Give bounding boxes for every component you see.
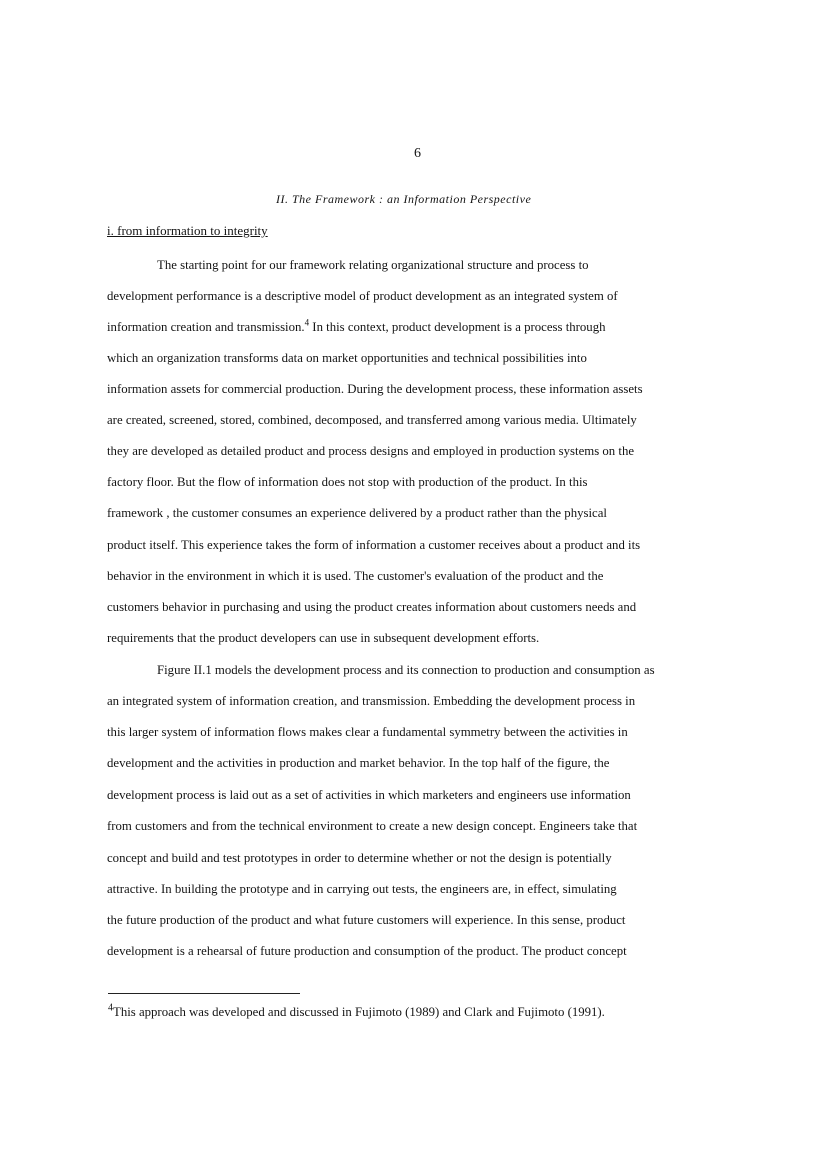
text-line: concept and build and test prototypes in order to determine whether or not the design is potentially [107, 851, 612, 865]
text-segment: In this context, product development is a process through [309, 320, 606, 334]
text-segment: information creation and transmission. [107, 320, 305, 334]
text-line: information assets for commercial production. During the development process, these information assets [107, 382, 643, 396]
text-line: they are developed as detailed product and process designs and employed in production systems on the [107, 444, 635, 458]
text-line: attractive. In building the prototype and in carrying out tests, the engineers are, in effect, simulating [107, 882, 617, 896]
subsection-heading: i. from information to integrity [107, 223, 268, 238]
text-line: an integrated system of information creation, and transmission. Embedding the development process in [107, 694, 636, 708]
text-line: from customers and from the technical environment to create a new design concept. Engineers take that [107, 819, 638, 833]
text-line: requirements that the product developers can use in subsequent development efforts. [107, 631, 540, 645]
text-line: the future production of the product and what future customers will experience. In this sense, product [107, 913, 626, 927]
text-line: this larger system of information flows makes clear a fundamental symmetry between the activities in [107, 725, 628, 739]
page-number: 6 [414, 146, 421, 161]
text-line: which an organization transforms data on market opportunities and technical possibilities into [107, 351, 587, 365]
text-line: development performance is a descriptive model of product development as an integrated system of [107, 289, 618, 303]
footnote [108, 1004, 605, 1020]
text-line: are created, screened, stored, combined, decomposed, and transferred among various media. Ultimately [107, 413, 637, 427]
footnote-divider [108, 993, 300, 994]
text-line: behavior in the environment in which it is used. The customer's evaluation of the product and the [107, 569, 604, 583]
text-line [107, 319, 606, 335]
footnote-text: This approach was developed and discussed in Fujimoto (1989) and Clark and Fujimoto (1991). [113, 1005, 605, 1019]
text-line: customers behavior in purchasing and using the product creates information about customers needs and [107, 600, 637, 614]
text-line: development is a rehearsal of future production and consumption of the product. The product concept [107, 944, 627, 958]
text-line: The starting point for our framework relating organizational structure and process to [157, 258, 589, 272]
text-line: factory floor. But the flow of information does not stop with production of the product. In this [107, 475, 588, 489]
section-heading: II. The Framework : an Information Perspective [276, 192, 532, 206]
text-line: framework , the customer consumes an experience delivered by a product rather than the physical [107, 506, 607, 520]
text-line: development and the activities in production and market behavior. In the top half of the figure, the [107, 756, 610, 770]
footnote-reference: 4 [304, 317, 310, 328]
text-line: Figure II.1 models the development process and its connection to production and consumption as [157, 663, 655, 677]
text-line: development process is laid out as a set of activities in which marketers and engineers use information [107, 788, 631, 802]
text-line: product itself. This experience takes the form of information a customer receives about a product and its [107, 538, 641, 552]
footnote-number: 4 [108, 1002, 113, 1014]
